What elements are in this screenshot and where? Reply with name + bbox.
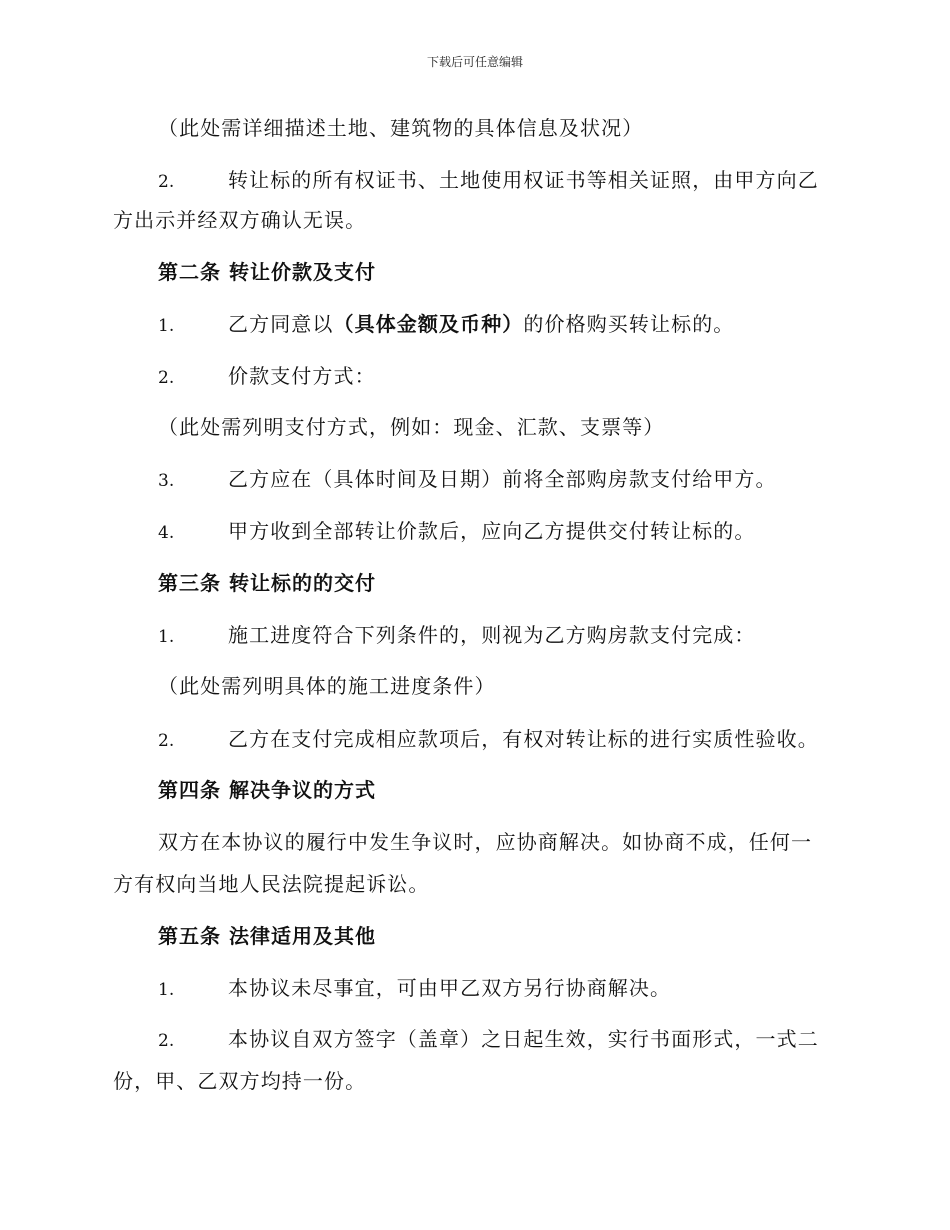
dispute-paragraph-cont: 方有权向当地人民法院提起诉讼。: [113, 872, 430, 896]
item-number: 2.: [158, 1031, 175, 1051]
note-payment-method: （此处需列明支付方式，例如：现金、汇款、支票等）: [158, 415, 665, 439]
clause-1-item-2-cont: 方出示并经双方确认无误。: [113, 208, 367, 232]
item-number: 1.: [158, 627, 175, 647]
amount-placeholder: （具体金额及币种）: [333, 312, 524, 336]
clause-5-item-1: [158, 975, 671, 1003]
section-heading-3: 第三条 转让标的的交付: [158, 571, 376, 595]
clause-1-item-2: [158, 167, 819, 195]
item-text: 甲方收到全部转让价款后，应向乙方提供交付转让标的。: [228, 519, 756, 543]
item-text: 本协议自双方签字（盖章）之日起生效，实行书面形式，一式二: [228, 1027, 819, 1051]
clause-3-item-1: [158, 622, 756, 650]
item-text: 转让标的所有权证书、土地使用权证书等相关证照，由甲方向乙: [228, 168, 819, 192]
item-number: 2.: [158, 172, 175, 192]
item-text-post: 的价格购买转让标的。: [523, 312, 735, 336]
item-number: 2.: [158, 368, 175, 388]
item-text-pre: 乙方同意以: [228, 312, 334, 336]
note-construction-conditions: （此处需列明具体的施工进度条件）: [158, 674, 496, 698]
clause-2-item-1: [158, 311, 734, 339]
item-text: 乙方应在（具体时间及日期）前将全部购房款支付给甲方。: [228, 467, 777, 491]
item-text: 价款支付方式：: [228, 364, 376, 388]
clause-2-item-3: [158, 466, 777, 494]
item-text: 本协议未尽事宜，可由甲乙双方另行协商解决。: [228, 976, 672, 1000]
section-heading-5: 第五条 法律适用及其他: [158, 924, 376, 948]
clause-3-item-2: [158, 726, 819, 754]
clause-5-item-2: [158, 1026, 819, 1054]
clause-2-item-4: [158, 518, 756, 546]
item-number: 3.: [158, 471, 175, 491]
item-number: 4.: [158, 523, 175, 543]
item-number: 2.: [158, 731, 175, 751]
clause-5-item-2-cont: 份，甲、乙双方均持一份。: [113, 1069, 367, 1093]
section-heading-4: 第四条 解决争议的方式: [158, 778, 376, 802]
section-heading-2: 第二条 转让价款及支付: [158, 260, 376, 284]
item-number: 1.: [158, 980, 175, 1000]
note-land-building: （此处需详细描述土地、建筑物的具体信息及状况）: [158, 116, 644, 140]
item-number: 1.: [158, 316, 175, 336]
dispute-paragraph: 双方在本协议的履行中发生争议时，应协商解决。如协商不成，任何一: [158, 830, 813, 854]
page-header: 下载后可任意编辑: [426, 55, 523, 69]
item-text: 乙方在支付完成相应款项后，有权对转让标的进行实质性验收。: [228, 727, 819, 751]
clause-2-item-2: [158, 363, 376, 391]
item-text: 施工进度符合下列条件的，则视为乙方购房款支付完成：: [228, 623, 756, 647]
